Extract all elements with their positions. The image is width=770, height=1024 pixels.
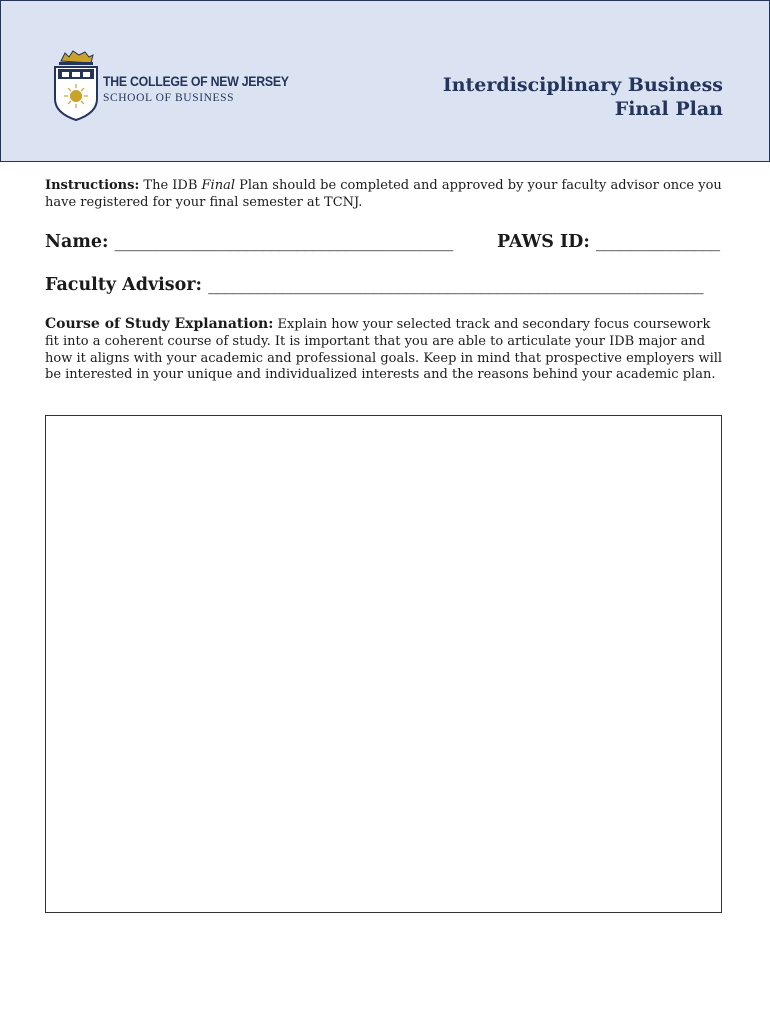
paws-id-field[interactable] [497,232,720,252]
faculty-advisor-label: Faculty Advisor: [45,275,203,295]
instructions-label: Instructions: [45,178,140,193]
course-explanation-label: Course of Study Explanation: [45,316,274,332]
college-name: THE COLLEGE OF NEW JERSEY [103,73,289,89]
title-line-1: Interdisciplinary Business [442,74,723,96]
faculty-advisor-field[interactable] [45,275,703,295]
instructions-part-1: The IDB [139,178,202,193]
header-banner [0,0,770,162]
lion-crest-icon [51,47,101,123]
name-field[interactable] [45,232,453,252]
course-explanation-body: Explain how your selected track and secondary focus coursework fit into a coherent course of study. It is important that you are able to articulate your IDB major and how it aligns with your academic and professional goals. Keep in mind that prospective employers will be interested in your unique and individualized interests and the reasons behind your academic plan. [45,317,723,383]
paws-id-input-line[interactable]: _______________ [595,232,720,252]
name-label: Name: [45,232,109,252]
paws-id-label: PAWS ID: [497,232,590,252]
course-explanation-answer-box[interactable] [45,415,722,913]
page-title [443,73,723,121]
instructions-part-2: Plan should be completed and approved by your faculty advisor once you have registered for your final semester at TCNJ. [45,178,722,210]
school-name: SCHOOL OF BUSINESS [103,92,235,104]
name-input-line[interactable]: _________________________________________ [114,232,453,252]
faculty-advisor-input-line[interactable]: ____________________________________________________________ [208,275,704,295]
course-explanation-text [45,316,725,384]
college-logo [51,47,291,123]
instructions-text [45,177,725,211]
title-line-2: Final Plan [614,98,723,120]
instructions-italic: Final [201,178,235,193]
